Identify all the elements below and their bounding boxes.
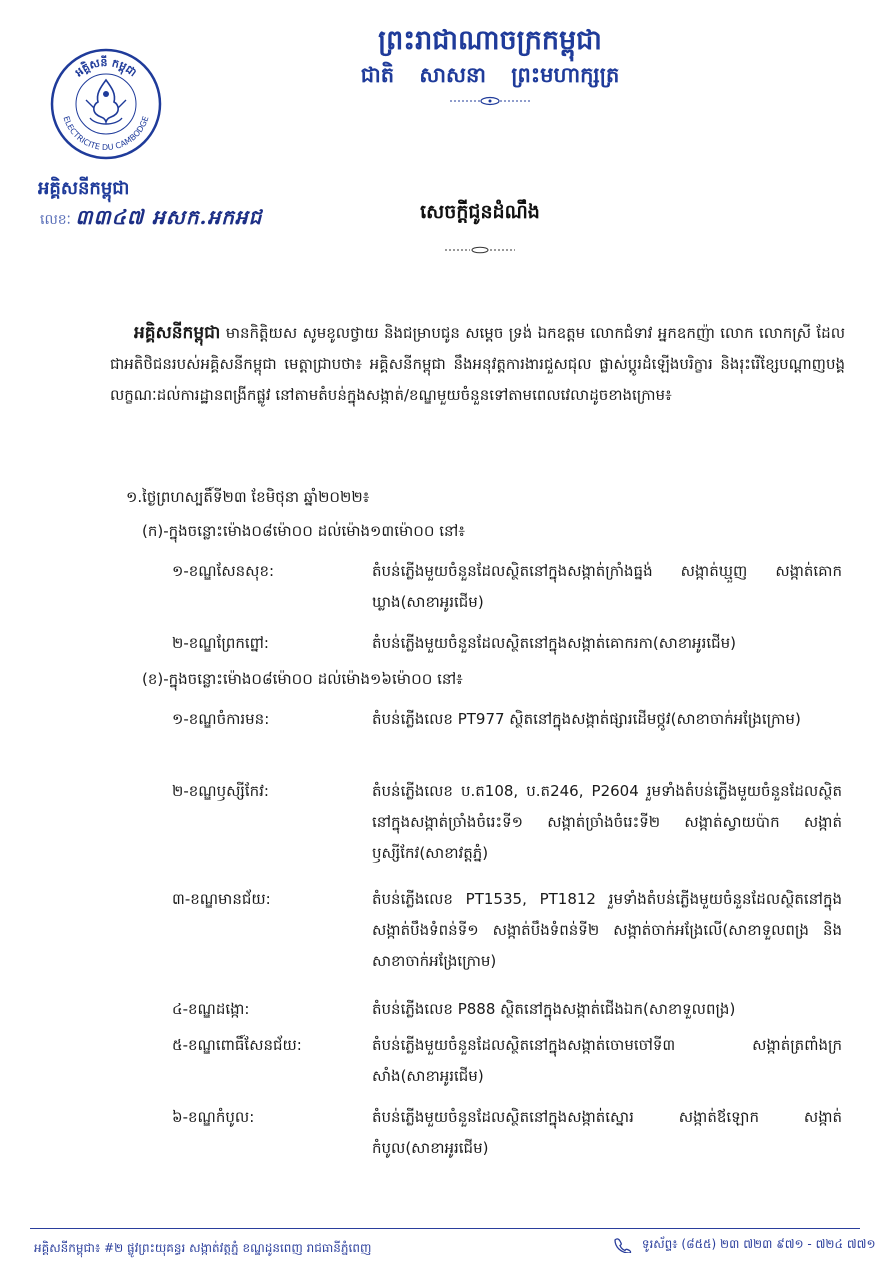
section-b-item-1-desc: តំបន់ភ្លើងលេខ PT977 ស្ថិតនៅក្នុងសង្កាត់ផ្សារដើមថ្កូវ(សាខាចាក់អង្រែក្រោម) bbox=[372, 710, 801, 728]
section-b-item-2-desc: តំបន់ភ្លើងលេខ ប.ត108, ប.ត246, P2604 រួមទាំងតំបន់ភ្លើងមួយចំនួនដែលស្ថិតនៅក្នុងសង្កាត់ច្រាំងចំរេះទី១ សង្កាត់ច្រាំងចំរេះទី២ សង្កាត់ស្វាយប៉ាក សង្កាត់ឫស្សីកែវ(សាខាវត្តភ្នំ) bbox=[372, 782, 842, 862]
section-b-item-4-label: ៤-ខណ្ឌដង្កោ: bbox=[172, 1000, 250, 1018]
kingdom-header bbox=[290, 22, 690, 106]
footer-contact bbox=[612, 1236, 876, 1254]
section-a-item-1-label: ១-ខណ្ឌសែនសុខ: bbox=[172, 562, 275, 580]
section-b-item-2-label: ២-ខណ្ឌឫស្សីកែវ: bbox=[172, 782, 269, 800]
section-a-item-1-desc: តំបន់ភ្លើងមួយចំនួនដែលស្ថិតនៅក្នុងសង្កាត់ក្រាំងធ្នង់ សង្កាត់ឃ្មួញ សង្កាត់គោកឃ្លាង(សាខាអូរជើម) bbox=[372, 562, 842, 611]
footer-divider bbox=[30, 1228, 860, 1229]
section-b-item-1-label: ១-ខណ្ឌចំការមន: bbox=[172, 710, 270, 728]
document-title-text: សេចក្តីជូនដំណឹង bbox=[420, 201, 540, 223]
section-b-item-5-desc: តំបន់ភ្លើងមួយចំនួនដែលស្ថិតនៅក្នុងសង្កាត់ចោមចៅទី៣ សង្កាត់ត្រពាំងក្រសាំង(សាខាអូរជើម) bbox=[372, 1036, 842, 1085]
national-motto: ជាតិ សាសនា ព្រះមហាក្សត្រ bbox=[360, 62, 620, 87]
section-b-item-6-desc: តំបន់ភ្លើងមួយចំនួនដែលស្ថិតនៅក្នុងសង្កាត់ស្នោរ សង្កាត់ឪឡោក សង្កាត់កំបូល(សាខាអូរជើម) bbox=[372, 1108, 842, 1157]
edc-logo-icon bbox=[50, 48, 162, 160]
section-b-item-5-label: ៥-ខណ្ឌពោធិ៍សែនជ័យ: bbox=[172, 1036, 302, 1054]
section-b-heading: (ខ)-ក្នុងចន្លោះម៉ោង០៨ម៉ោ០០ ដល់ម៉ោង១៦ម៉ោ០០ នៅ៖ bbox=[142, 670, 463, 688]
section-b-item-4-desc: តំបន់ភ្លើងលេខ P888 ស្ថិតនៅក្នុងសង្កាត់ជើងឯក(សាខាទួលពង្រ) bbox=[372, 1000, 736, 1018]
footer-phone: ទូរស័ព្ទ៖ (៨៥៥) ២៣ ៧២៣ ៩៧១ - ៧២៤ ៧៧១ bbox=[641, 1237, 876, 1251]
title-divider-icon bbox=[445, 246, 515, 254]
reference-number bbox=[40, 204, 262, 234]
reference-value: ៣៣៤៧ អសក.អកអជ bbox=[75, 205, 263, 229]
logo-top-text: អគ្គិសនី កម្ពុជា bbox=[72, 55, 140, 80]
intro-paragraph bbox=[110, 318, 845, 411]
intro-text: មានកិត្តិយស សូមខូលថ្វាយ និងជម្រាបជូន សម្តេច ទ្រង់ ឯកឧត្តម លោកជំទាវ អ្នកឧកញ៉ា លោក លោកស្រី ដែលជាអតិថិជនរបស់អគ្គិសនីកម្ពុជា មេត្តាជ្រាបថា៖ អគ្គិសនីកម្ពុជា នឹងអនុវត្តការងារជួសជុល ផ្លាស់ប្តូរដំឡើងបរិក្ខារ និងរុះរើខ្សែបណ្តាញបង្គលក្ខណៈដល់ការដ្ឋានពង្រីកផ្លូវ នៅតាមតំបន់ក្នុងសង្កាត់/ខណ្ឌមួយចំនួនទៅតាមពេលវេលាដូចខាងក្រោម៖ bbox=[110, 324, 845, 404]
section-a-item-2-label: ២-ខណ្ឌព្រែកព្នៅ: bbox=[172, 634, 269, 652]
section-b-item-3-desc: តំបន់ភ្លើងលេខ PT1535, PT1812 រួមទាំងតំបន់ភ្លើងមួយចំនួនដែលស្ថិតនៅក្នុងសង្កាត់បឹងទំពន់ទី១ សង្កាត់បឹងទំពន់ទី២ សង្កាត់ចាក់អង្រែលើ(សាខាទួលពង្រ និងសាខាចាក់អង្រែក្រោម) bbox=[372, 890, 842, 970]
section-a-item-2-desc: តំបន់ភ្លើងមួយចំនួនដែលស្ថិតនៅក្នុងសង្កាត់គោករកា(សាខាអូរជើម) bbox=[372, 634, 736, 652]
section-b-item-3-label: ៣-ខណ្ឌមានជ័យ: bbox=[172, 890, 271, 908]
reference-label: លេខៈ bbox=[40, 212, 71, 228]
footer-address: អគ្គិសនីកម្ពុជា៖ #២ ផ្លូវព្រះយុគន្ធរ សង្កាត់វត្តភ្នំ ខណ្ឌដូនពេញ រាជធានីភ្នំពេញ bbox=[34, 1241, 372, 1255]
logo-bottom-text: ELECTRICITE DU CAMBODGE bbox=[61, 115, 151, 153]
intro-org-bold: អគ្គិសនីកម្ពុជា bbox=[134, 323, 221, 343]
date-line: ១.ថ្ងៃព្រហស្បតិ៍ទី២៣ ខែមិថុនា ឆ្នាំ២០២២៖ bbox=[126, 488, 370, 506]
phone-icon bbox=[612, 1237, 632, 1253]
kingdom-title: ព្រះរាជាណាចក្រកម្ពុជា bbox=[378, 25, 602, 56]
section-a-heading: (ក)-ក្នុងចន្លោះម៉ោង០៨ម៉ោ០០ ដល់ម៉ោង១៣ម៉ោ០០ នៅ៖ bbox=[142, 522, 465, 540]
ornament-divider-icon bbox=[450, 96, 530, 106]
document-title bbox=[380, 200, 580, 254]
section-b-item-6-label: ៦-ខណ្ឌកំបូល: bbox=[172, 1108, 255, 1126]
organization-name: អគ្គិសនីកម្ពុជា bbox=[38, 178, 130, 199]
